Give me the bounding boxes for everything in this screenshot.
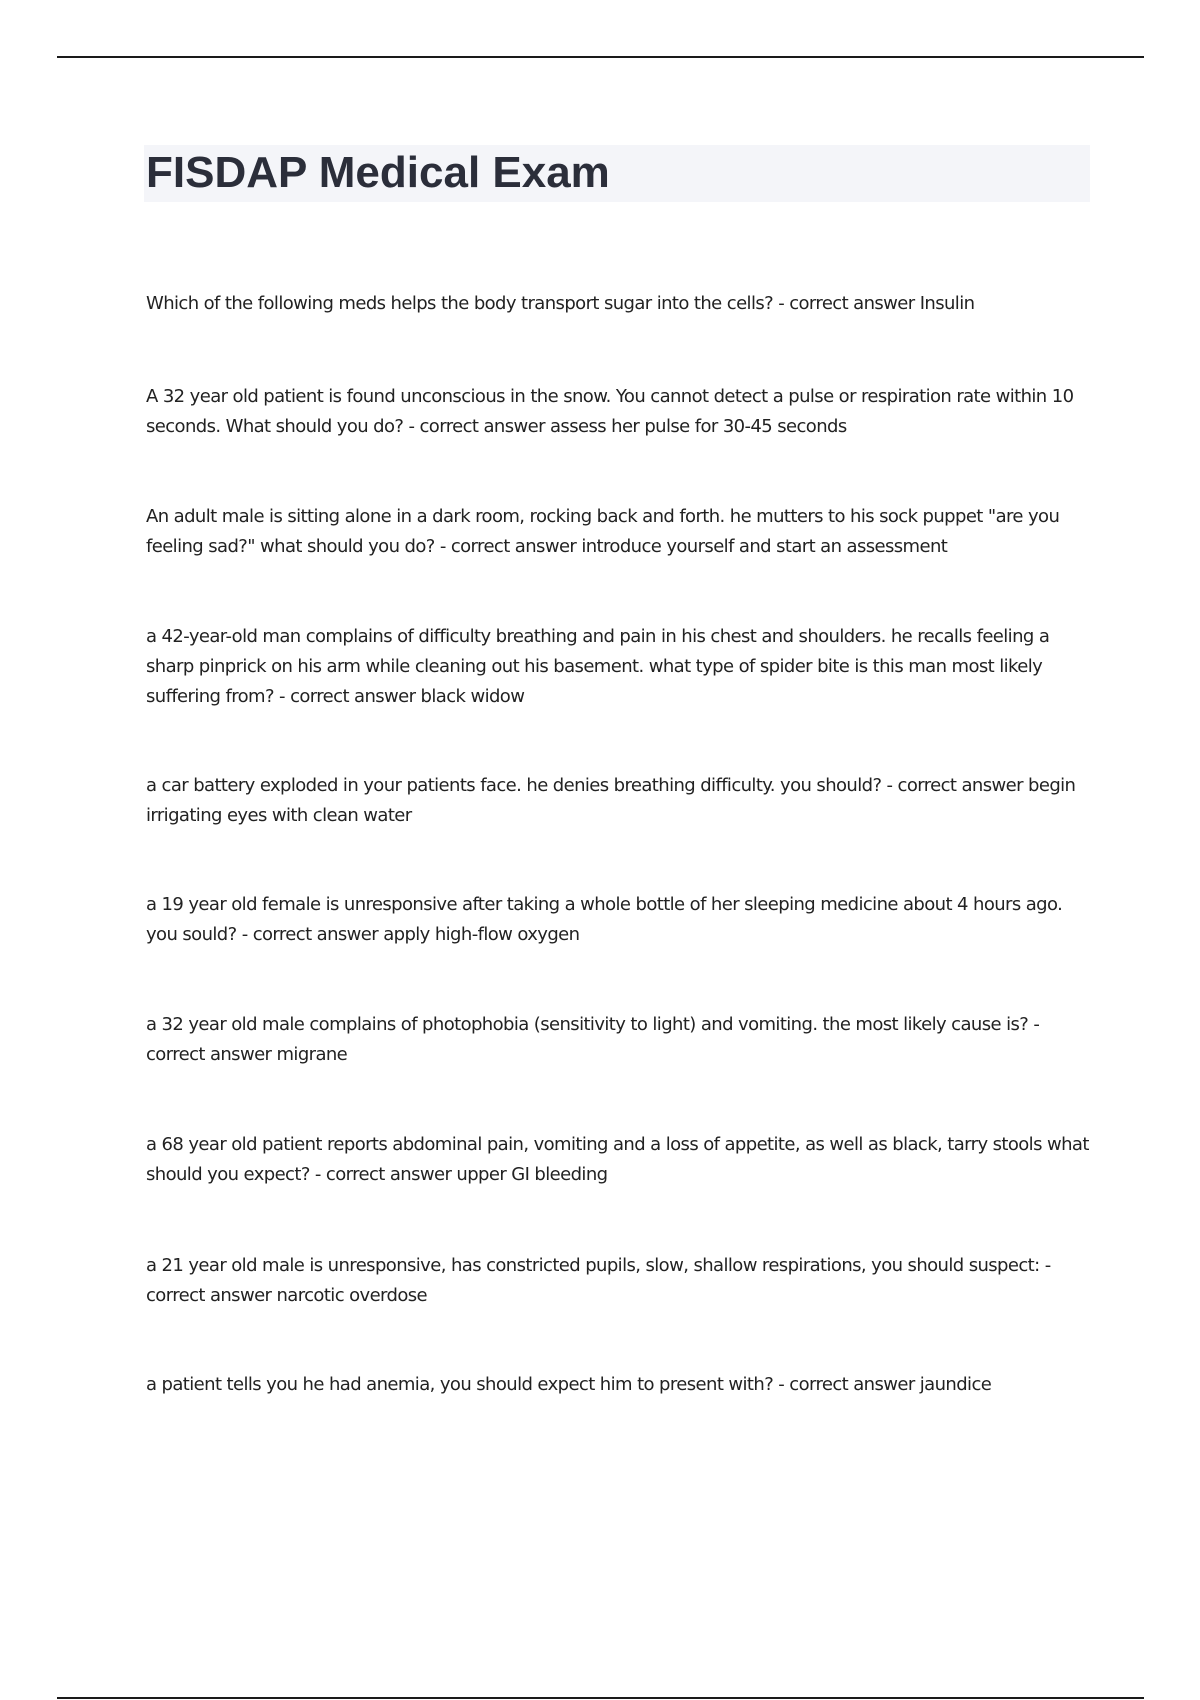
top-rule: [57, 56, 1144, 58]
question-item: a 19 year old female is unresponsive after taking a whole bottle of her sleeping medicine about 4 hours ago. you sould? - correct answer apply high-flow oxygen: [146, 894, 1063, 945]
question-item: a 68 year old patient reports abdominal pain, vomiting and a loss of appetite, as well as black, tarry stools what should you expect? - correct answer upper GI bleeding: [146, 1134, 1089, 1185]
bottom-rule: [57, 1697, 1144, 1699]
question-item: a car battery exploded in your patients face. he denies breathing difficulty. you should? - correct answer begin irrigating eyes with clean water: [146, 775, 1076, 826]
question-item: a 21 year old male is unresponsive, has constricted pupils, slow, shallow respirations, you should suspect: - correct answer narcotic overdose: [146, 1255, 1051, 1306]
question-item: An adult male is sitting alone in a dark room, rocking back and forth. he mutters to his sock puppet "are you feeling sad?" what should you do? - correct answer introduce yourself and start an assessment: [146, 506, 1060, 557]
question-item: A 32 year old patient is found unconscious in the snow. You cannot detect a pulse or respiration rate within 10 seconds. What should you do? - correct answer assess her pulse for 30-45 seconds: [146, 386, 1074, 437]
question-item: a patient tells you he had anemia, you should expect him to present with? - correct answer jaundice: [146, 1374, 992, 1395]
question-item: a 32 year old male complains of photophobia (sensitivity to light) and vomiting. the most likely cause is? - correct answer migrane: [146, 1014, 1040, 1065]
page-title: FISDAP Medical Exam: [146, 148, 610, 197]
question-item: Which of the following meds helps the body transport sugar into the cells? - correct answer Insulin: [146, 293, 975, 314]
question-item: a 42-year-old man complains of difficulty breathing and pain in his chest and shoulders. he recalls feeling a sharp pinprick on his arm while cleaning out his basement. what type of spider bite is this man most likely suffering from? - correct answer black widow: [146, 626, 1050, 707]
